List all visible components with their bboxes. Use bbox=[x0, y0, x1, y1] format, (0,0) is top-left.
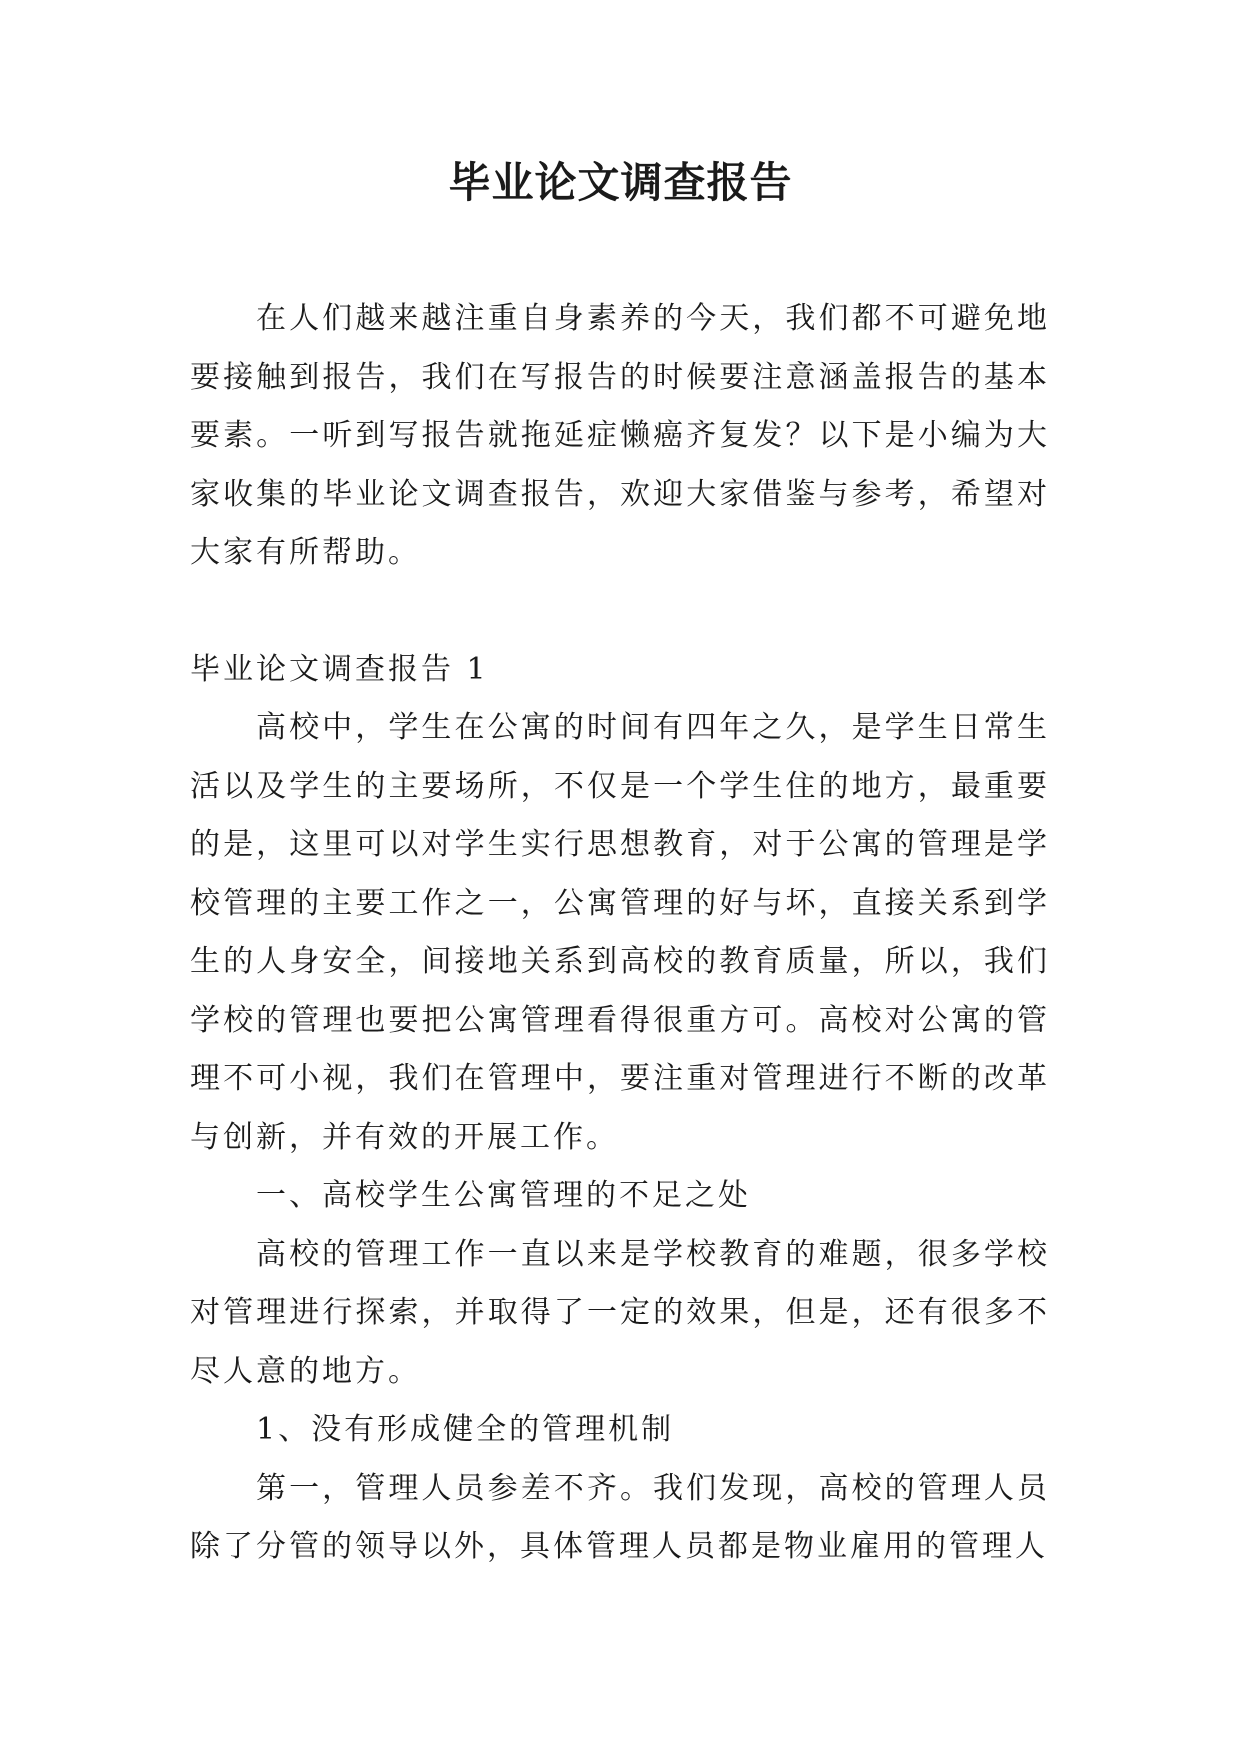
subsection-heading: 一、高校学生公寓管理的不足之处 bbox=[256, 1178, 751, 1213]
body-paragraph: 第一，管理人员参差不齐。我们发现，高校的管理人员除了分管的领导以外，具体管理人员都是物业雇用的管理人 bbox=[190, 1470, 1050, 1564]
body-paragraph: 高校的管理工作一直以来是学校教育的难题，很多学校对管理进行探索，并取得了一定的效果，但是，还有很多不尽人意的地方。 bbox=[190, 1236, 1050, 1389]
section-heading: 毕业论文调查报告 1 bbox=[190, 651, 489, 687]
subsection-heading: 1、没有形成健全的管理机制 bbox=[256, 1412, 675, 1447]
body-paragraph: 高校中，学生在公寓的时间有四年之久，是学生日常生活以及学生的主要场所，不仅是一个学生住的地方，最重要的是，这里可以对学生实行思想教育，对于公寓的管理是学校管理的主要工作之一，公寓管理的好与坏，直接关系到学生的人身安全，间接地关系到高校的教育质量，所以，我们学校的管理也要把公寓管理看得很重方可。高校对公寓的管理不可小视，我们在管理中，要注重对管理进行不断的改革与创新，并有效的开展工作。 bbox=[190, 710, 1050, 1155]
intro-paragraph: 在人们越来越注重自身素养的今天，我们都不可避免地要接触到报告，我们在写报告的时候要注意涵盖报告的基本要素。一听到写报告就拖延症懒癌齐复发？以下是小编为大家收集的毕业论文调查报告，欢迎大家借鉴与参考，希望对大家有所帮助。 bbox=[190, 301, 1050, 570]
document-body bbox=[190, 290, 1050, 1577]
document-title: 毕业论文调查报告 bbox=[448, 158, 793, 207]
